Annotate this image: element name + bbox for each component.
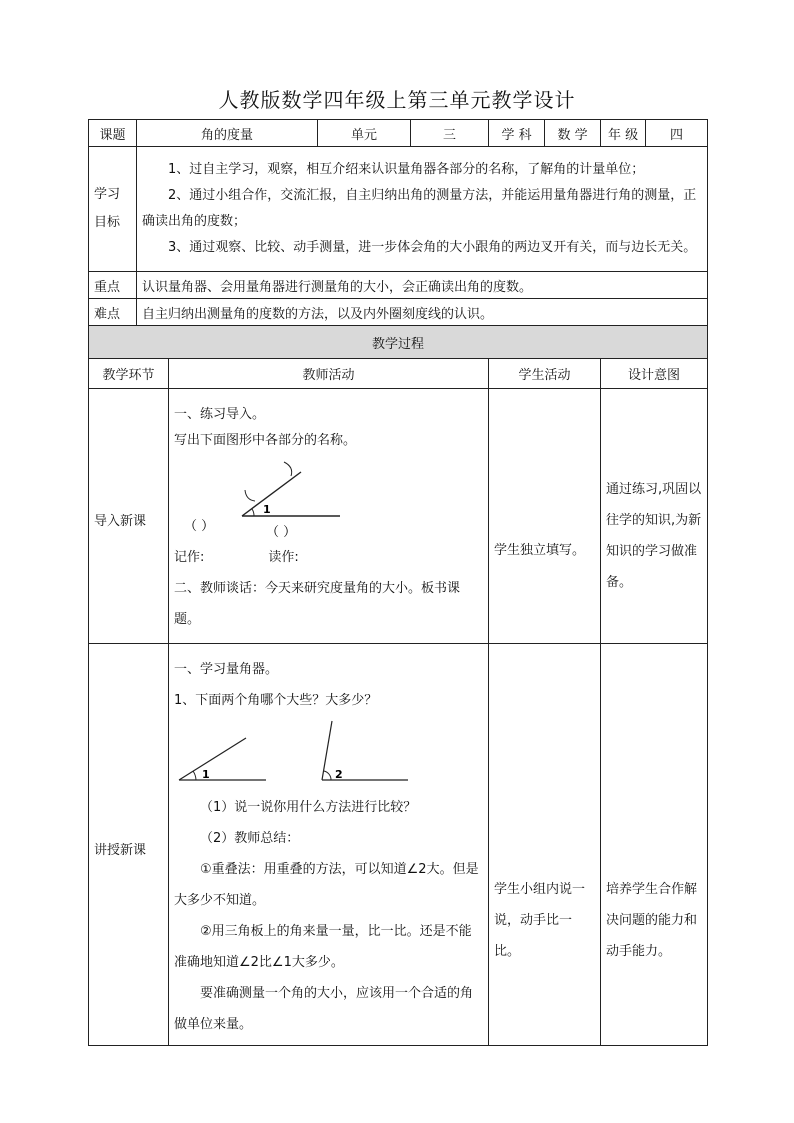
note-read: 读作: (268, 549, 299, 565)
angle1-ray-upper (179, 738, 246, 780)
lesson-plan-table (88, 119, 708, 1046)
col-header-student: 学生活动 (489, 359, 601, 389)
stage-intro: 导入新课 (89, 389, 169, 644)
angle-compare-diagram (174, 716, 484, 786)
grade-value: 四 (646, 120, 708, 147)
header-row (89, 120, 708, 147)
student-activity-intro: 学生独立填写。 (489, 389, 601, 644)
key-point-label: 重点 (89, 272, 137, 299)
process-header-row (89, 359, 708, 389)
col-header-teacher: 教师活动 (169, 359, 489, 389)
vertex-bracket (245, 490, 255, 501)
goals-label-line2: 目标 (94, 215, 121, 230)
design-intent-lesson: 培养学生合作解决问题的能力和动手能力。 (601, 644, 708, 1046)
unit-label: 单元 (318, 120, 411, 147)
goal-item-2: 2、通过小组合作，交流汇报，自主归纳出角的测量方法，并能运用量角器进行角的测量，正确读出角的度数； (142, 188, 697, 229)
vertex-blank: （ ） (184, 518, 215, 534)
angle-label-1b: 1 (202, 767, 210, 781)
angle2-arc (324, 771, 331, 780)
col-header-intent: 设计意图 (601, 359, 708, 389)
angle-label-2: 2 (335, 767, 343, 781)
lesson-q2: （2）教师总结： (200, 830, 300, 846)
col-header-stage: 教学环节 (89, 359, 169, 389)
side-blank: （ ） (266, 524, 297, 540)
grade-label: 年 级 (601, 120, 646, 147)
difficulty-text: 自主归纳出测量角的度数的方法，以及内外圈刻度线的认识。 (137, 299, 708, 326)
goals-label-line1: 学习 (94, 187, 121, 202)
process-title: 教学过程 (89, 326, 708, 359)
lesson-q1: （1）说一说你用什么方法进行比较？ (200, 799, 417, 815)
lesson-p3: 要准确测量一个角的大小，应该用一个合适的角做单位来量。 (174, 985, 474, 1032)
difficulty-label: 难点 (89, 299, 137, 326)
goals-label (89, 147, 137, 272)
lesson-line2: 1、下面两个角哪个大些？大多少？ (174, 692, 378, 708)
difficulty-row (89, 299, 708, 326)
key-point-text: 认识量角器、会用量角器进行测量角的大小，会正确读出角的度数。 (137, 272, 708, 299)
subject-value: 数 学 (545, 120, 601, 147)
student-activity-lesson: 学生小组内说一说，动手比一比。 (489, 644, 601, 1046)
topic-label: 课题 (89, 120, 137, 147)
process-row-lesson (89, 644, 708, 1046)
stage-lesson: 讲授新课 (89, 644, 169, 1046)
angle2-ray-upper (322, 721, 332, 780)
process-row-intro (89, 389, 708, 644)
notation-line (174, 542, 483, 573)
lesson-line1: 一、学习量角器。 (174, 661, 279, 677)
goals-row (89, 147, 708, 272)
side-bracket (284, 462, 292, 476)
key-point-row (89, 272, 708, 299)
subject-label: 学 科 (489, 120, 545, 147)
angle-parts-diagram (174, 454, 484, 544)
goal-item-3: 3、通过观察、比较、动手测量，进一步体会角的大小跟角的两边叉开有关，而与边长无关。 (168, 240, 697, 255)
intro-line3: 二、教师谈话：今天来研究度量角的大小。板书课题。 (174, 580, 461, 627)
angle-arc (252, 509, 254, 516)
design-intent-intro: 通过练习,巩固以往学的知识,为新知识的学习做准备。 (601, 389, 708, 644)
angle1-arc (193, 771, 196, 780)
goals-content (137, 147, 708, 272)
intro-line2: 写出下面图形中各部分的名称。 (174, 432, 357, 448)
intro-line1: 一、练习导入。 (174, 406, 266, 422)
note-write: 记作: (174, 549, 205, 565)
angle-label-1: 1 (263, 502, 271, 516)
process-title-row (89, 326, 708, 359)
angle-ray-upper (242, 472, 301, 516)
teacher-activity-lesson (169, 644, 489, 1046)
topic-value: 角的度量 (137, 120, 318, 147)
lesson-p2: ②用三角板上的角来量一量，比一比。还是不能准确地知道∠2比∠1大多少。 (174, 923, 472, 970)
document-title: 人教版数学四年级上第三单元教学设计 (218, 88, 576, 112)
lesson-p1: ①重叠法：用重叠的方法，可以知道∠2大。但是大多少不知道。 (174, 861, 479, 908)
teacher-activity-intro (169, 389, 489, 644)
goal-item-1: 1、过自主学习，观察，相互介绍来认识量角器各部分的名称，了解角的计量单位； (168, 162, 645, 177)
unit-value: 三 (411, 120, 489, 147)
